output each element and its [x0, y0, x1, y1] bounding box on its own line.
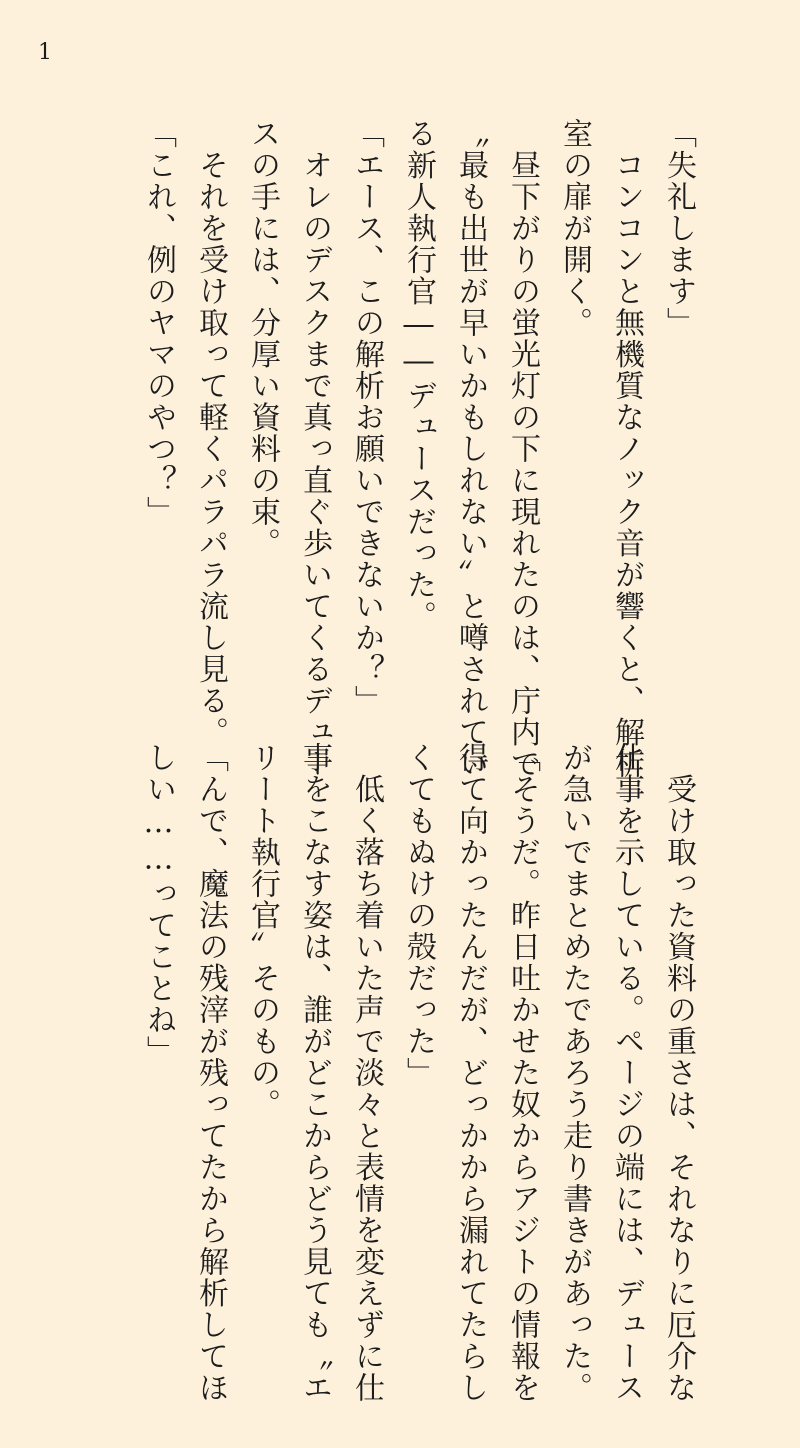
bottom-line: 「んで、魔法の残滓が残ってたから解析してほ — [193, 742, 228, 1404]
top-line: 「これ、例のヤマのやつ？」 — [141, 118, 176, 528]
bottom-line: リート執行官〟そのもの。 — [245, 742, 280, 1120]
top-line: る新人執行官――デュースだった。 — [401, 118, 436, 632]
top-line: オレのデスクまで真っ直ぐ歩いてくるデュー — [297, 118, 332, 780]
page-number: 1 — [38, 40, 52, 65]
top-line: 昼下がりの蛍光灯の下に現れたのは、庁内で — [505, 118, 540, 780]
bottom-line: 仕事を示している。ページの端には、デュース — [609, 742, 644, 1404]
top-line: コンコンと無機質なノック音が響くと、解析 — [609, 118, 644, 780]
bottom-line: 事をこなす姿は、誰がどこからどう見ても〝エ — [297, 742, 332, 1404]
bottom-line: しい……ってことね」 — [141, 742, 176, 1067]
top-text-block — [132, 118, 704, 780]
top-line: 室の扉が開く。 — [557, 118, 592, 339]
top-line: 〝最も出世が早いかもしれない〟と噂されてい — [453, 118, 488, 780]
top-line: 「失礼します」 — [661, 118, 696, 339]
top-line: スの手には、分厚い資料の束。 — [245, 118, 280, 559]
bottom-line: 受け取った資料の重さは、それなりに厄介な — [661, 742, 696, 1404]
bottom-line: 低く落ち着いた声で淡々と表情を変えずに仕 — [349, 742, 384, 1404]
bottom-line: くてもぬけの殻だった」 — [401, 742, 436, 1089]
bottom-text-block — [132, 742, 704, 1404]
bottom-line: 「そうだ。昨日吐かせた奴からアジトの情報を — [505, 742, 540, 1404]
bottom-line: 得て向かったんだが、どっかから漏れてたらし — [453, 742, 488, 1404]
bottom-line: が急いでまとめたであろう走り書きがあった。 — [557, 742, 592, 1404]
top-line: それを受け取って軽くパラパラ流し見る。 — [193, 118, 228, 748]
top-line: 「エース、この解析お願いできないか？」 — [349, 118, 384, 717]
